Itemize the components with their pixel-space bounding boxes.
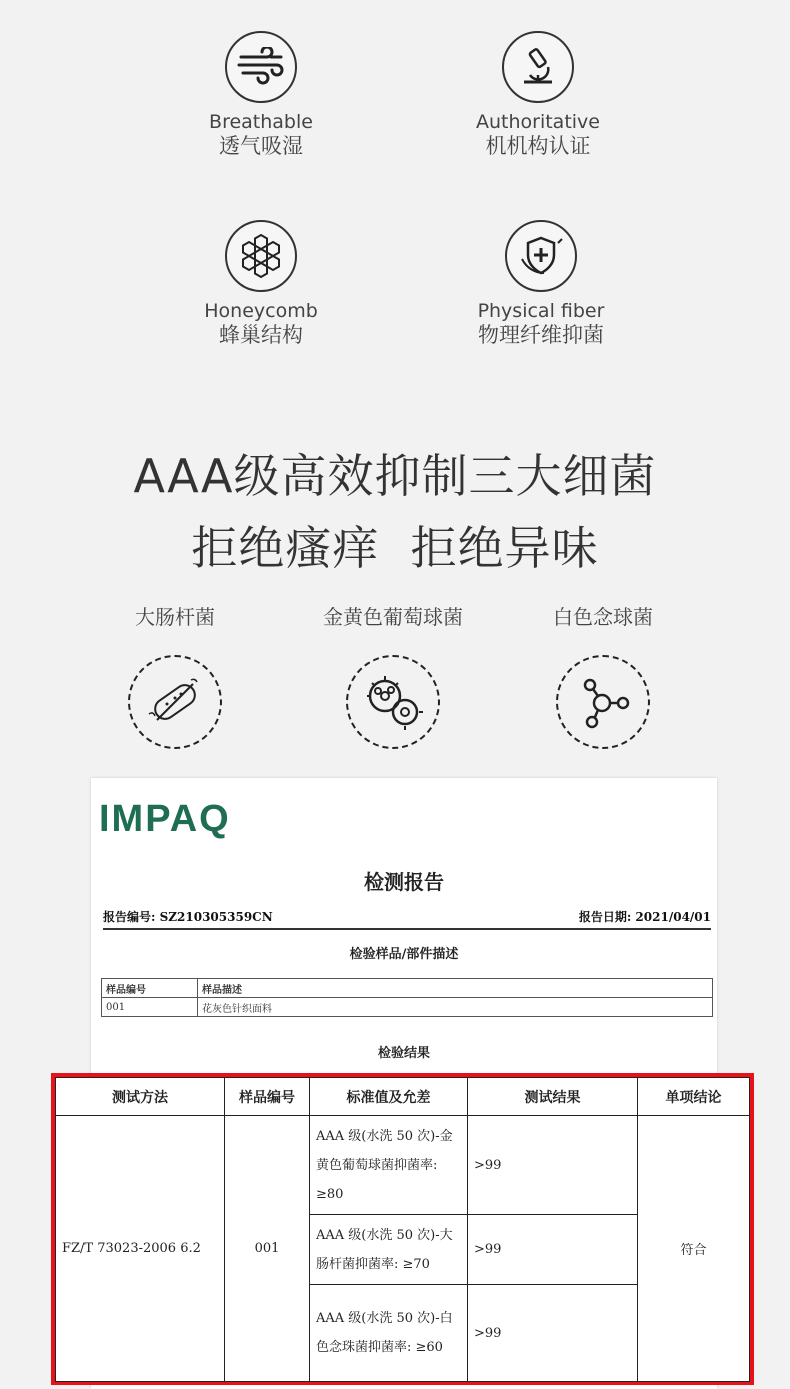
results-table bbox=[55, 1077, 750, 1382]
sample-header-no: 样品编号 bbox=[102, 979, 198, 998]
feature-en-label: Authoritative bbox=[475, 111, 600, 133]
microscope-icon bbox=[502, 31, 574, 103]
bacteria-label: 大肠杆菌 bbox=[135, 605, 215, 629]
candida-icon bbox=[556, 655, 650, 749]
result-section-title: 检验结果 bbox=[377, 1046, 430, 1061]
bacteria-e-coli bbox=[55, 603, 295, 749]
sample-header-desc: 样品描述 bbox=[198, 979, 713, 998]
feature-en-label: Physical fiber bbox=[477, 300, 605, 322]
feature-honeycomb bbox=[131, 220, 391, 348]
wind-icon bbox=[225, 31, 297, 103]
honeycomb-icon bbox=[225, 220, 297, 292]
headline-line-2: 拒绝瘙痒 拒绝异味 bbox=[191, 521, 599, 575]
feature-cn-label: 蜂巢结构 bbox=[219, 323, 303, 347]
standard-value: AAA 级(水洗 50 次)-金黄色葡萄球菌抑菌率: ≥80 bbox=[310, 1116, 468, 1215]
bacteria-label: 白色念球菌 bbox=[553, 605, 653, 629]
report-title: 检测报告 bbox=[364, 870, 444, 894]
header-conclusion: 单项结论 bbox=[638, 1078, 750, 1116]
e-coli-icon bbox=[128, 655, 222, 749]
feature-cn-label: 机机构认证 bbox=[485, 134, 591, 158]
results-highlight-box bbox=[51, 1073, 754, 1385]
feature-physical-fiber bbox=[411, 220, 671, 348]
table-row bbox=[102, 998, 713, 1017]
sample-desc: 花灰色针织面料 bbox=[198, 998, 713, 1017]
test-result: >99 bbox=[468, 1215, 638, 1285]
standard-value: AAA 级(水洗 50 次)-大肠杆菌抑菌率: ≥70 bbox=[310, 1215, 468, 1285]
header-standard: 标准值及允差 bbox=[310, 1078, 468, 1116]
sample-section-title: 检验样品/部件描述 bbox=[349, 947, 459, 962]
standard-value: AAA 级(水洗 50 次)-白色念珠菌抑菌率: ≥60 bbox=[310, 1285, 468, 1382]
report-meta bbox=[103, 908, 711, 930]
conclusion: 符合 bbox=[638, 1116, 750, 1382]
feature-en-label: Breathable bbox=[209, 111, 313, 133]
test-method: FZ/T 73023-2006 6.2 bbox=[56, 1116, 225, 1382]
report-number: 报告编号: SZ210305359CN bbox=[103, 910, 273, 924]
test-result: >99 bbox=[468, 1116, 638, 1215]
result-sample-no: 001 bbox=[225, 1116, 310, 1382]
report-date: 报告日期: 2021/04/01 bbox=[578, 910, 711, 924]
table-row bbox=[102, 979, 713, 998]
header-result: 测试结果 bbox=[468, 1078, 638, 1116]
shield-plus-icon bbox=[505, 220, 577, 292]
sample-table bbox=[101, 978, 713, 1017]
table-row bbox=[56, 1078, 750, 1116]
feature-breathable bbox=[131, 31, 391, 159]
feature-authoritative bbox=[408, 31, 668, 159]
sample-no: 001 bbox=[102, 998, 198, 1017]
feature-cn-label: 物理纤维抑菌 bbox=[478, 323, 604, 347]
test-result: >99 bbox=[468, 1285, 638, 1382]
header-method: 测试方法 bbox=[56, 1078, 225, 1116]
bacteria-label: 金黄色葡萄球菌 bbox=[323, 605, 463, 629]
feature-cn-label: 透气吸湿 bbox=[219, 134, 303, 158]
table-row bbox=[56, 1116, 750, 1215]
headline-line-1: AAA级高效抑制三大细菌 bbox=[133, 449, 657, 503]
bacteria-staphylococcus bbox=[273, 603, 513, 749]
header-sample-no: 样品编号 bbox=[225, 1078, 310, 1116]
impaq-logo: IMPAQ bbox=[99, 798, 231, 840]
bacteria-candida bbox=[483, 603, 723, 749]
feature-en-label: Honeycomb bbox=[204, 300, 318, 322]
staphylococcus-icon bbox=[346, 655, 440, 749]
